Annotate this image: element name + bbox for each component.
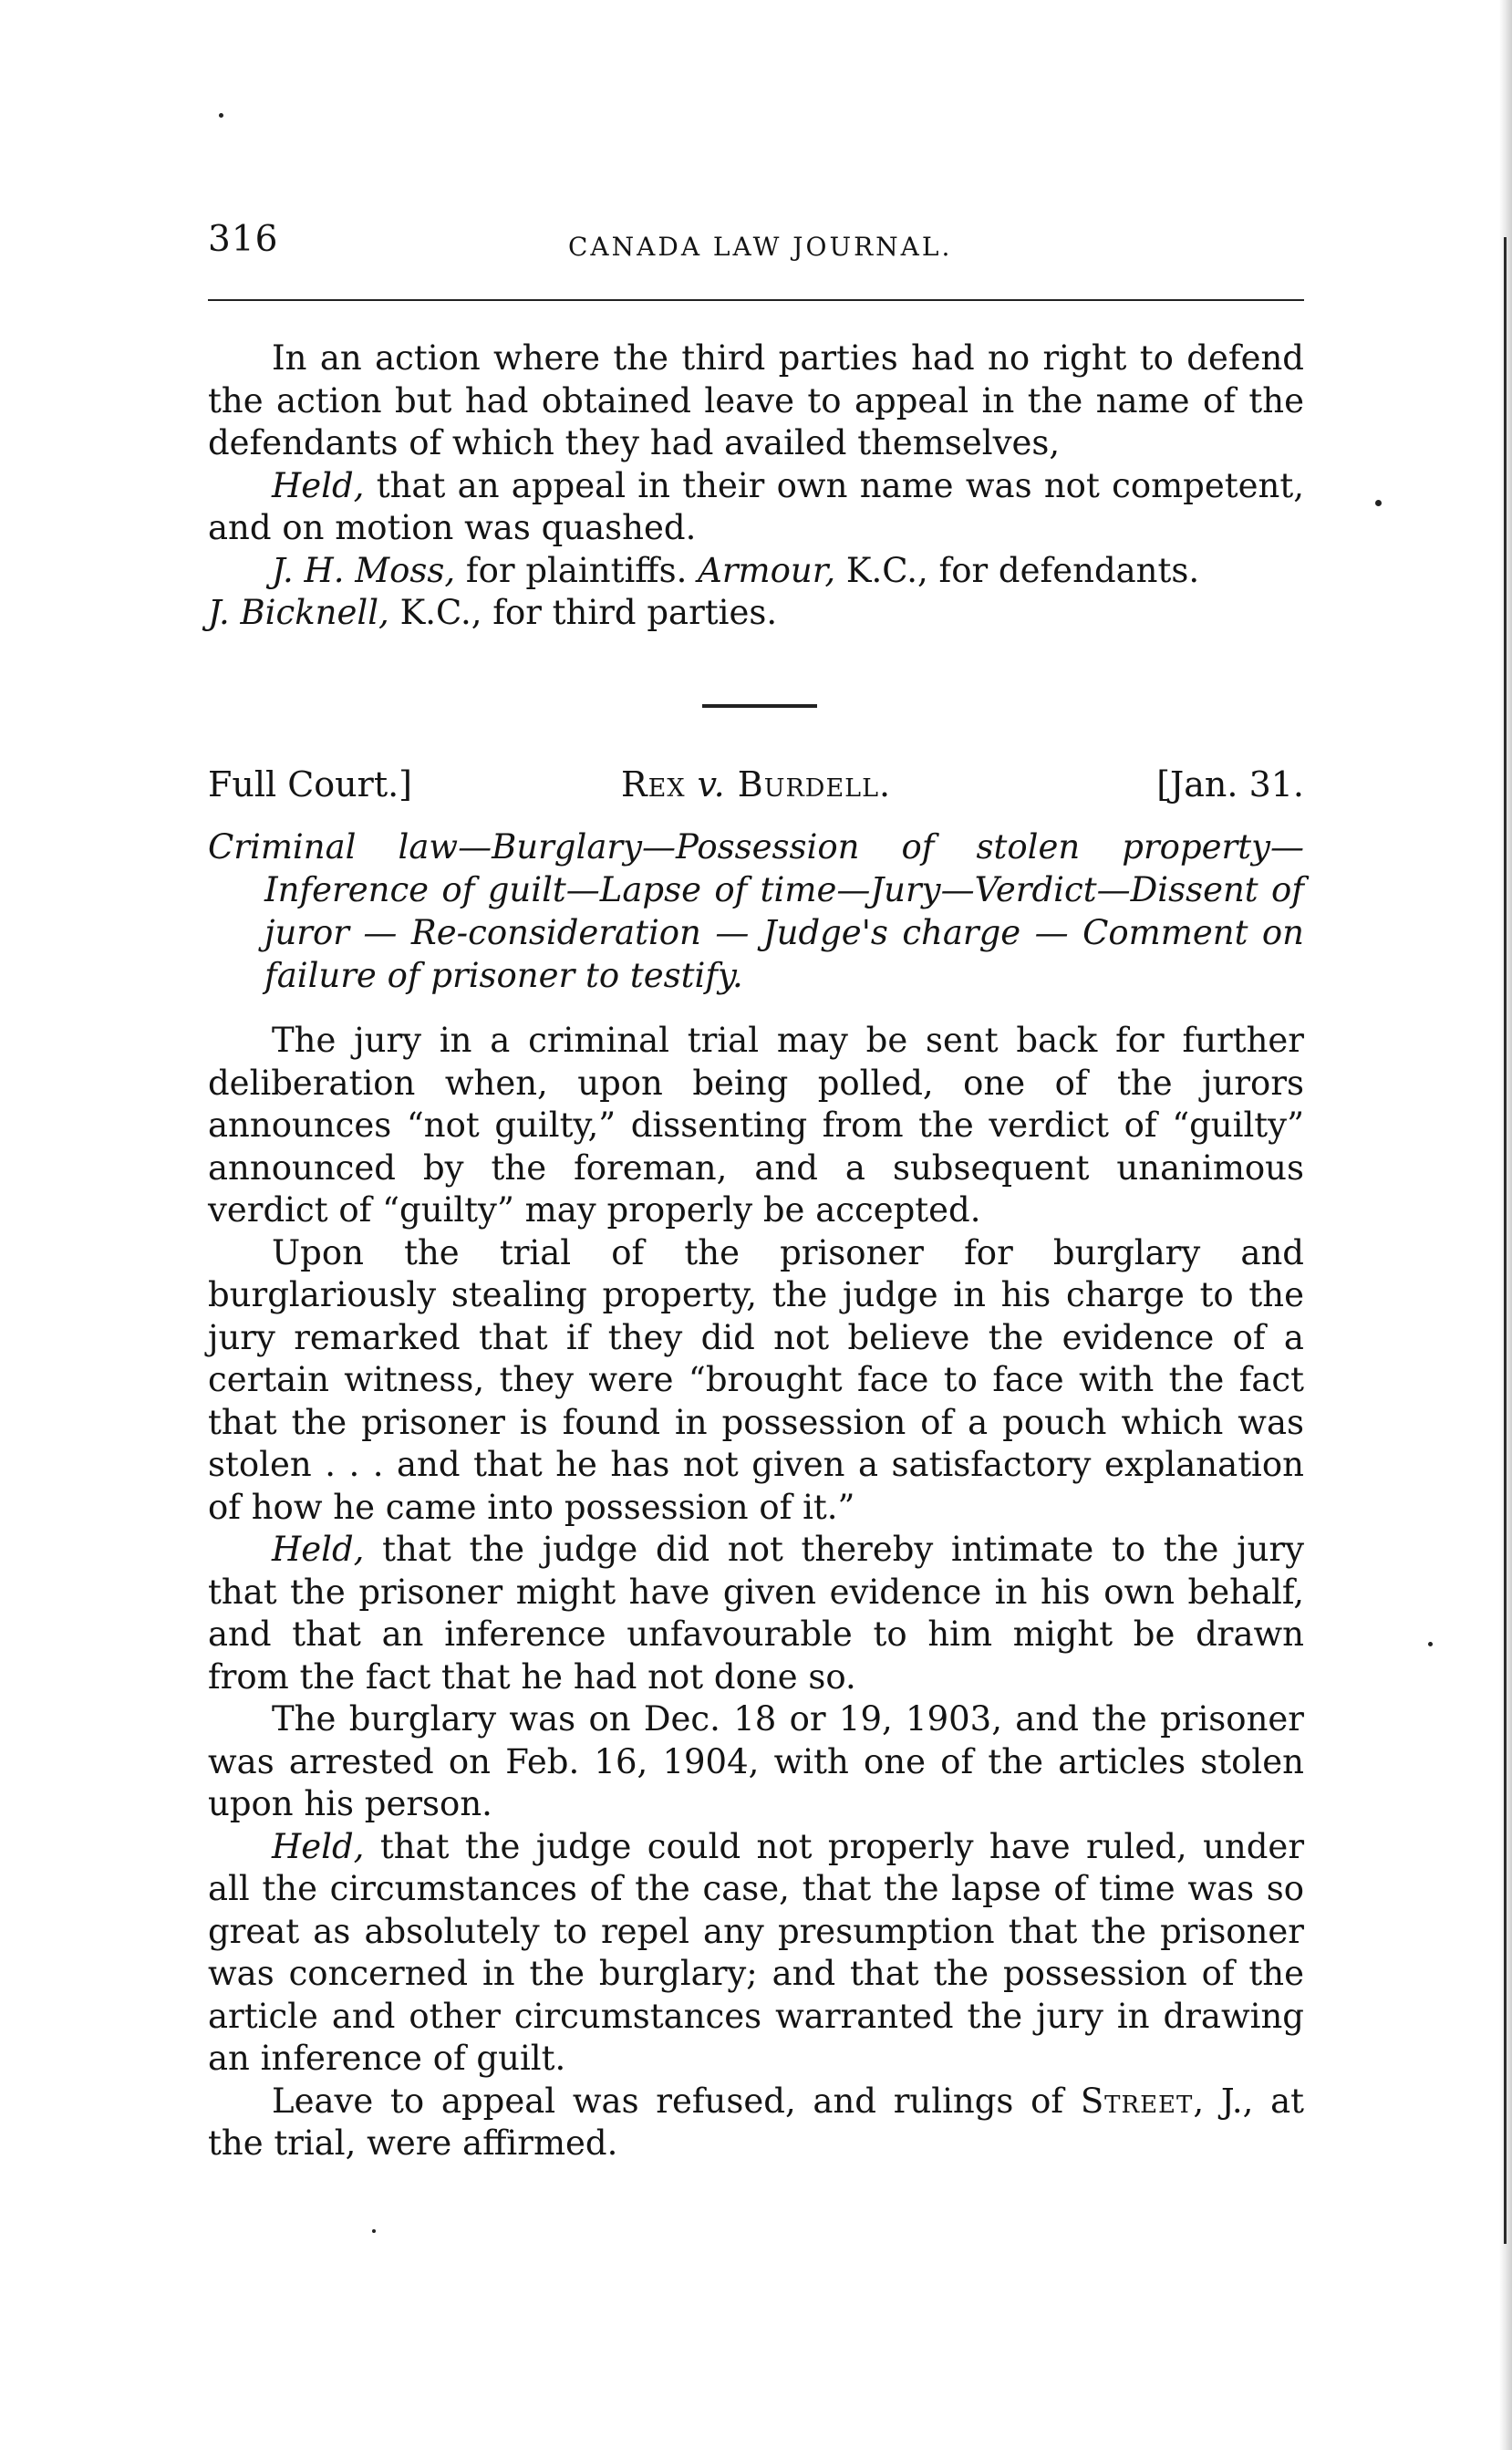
held-label: Held, [272,465,365,505]
running-title: CANADA LAW JOURNAL. [568,232,953,262]
holding-text: that the judge did not thereby intimate to the jury that the prisoner might have given evidence in his own behalf, and that an inference unfavourable to him might be drawn from the fact that he had not done so. [208,1530,1304,1697]
counsel-plaintiffs-role: for plaintiffs. [455,550,699,590]
scan-speck [1428,1642,1433,1646]
court-name: Full Court.] [208,764,412,805]
counsel-third-parties-line [208,592,1304,635]
scan-speck [219,113,223,118]
case-paragraph-charge: Upon the trial of the prisoner for burglary and burglariously stealing property, the judge in his charge to the jury remarked that if they did not believe the evidence of a certain witness, they were “brought face to face with the fact that the prisoner is found in possession of a pouch which was stolen . . . and that he has not given a satisfactory explanation of how he came into possession of it.” [208,1232,1304,1527]
case-paragraph-dates: The burglary was on Dec. 18 or 19, 1903, and the prisoner was arrested on Feb. 16, 1904, with one of the articles stolen upon his person. [208,1699,1304,1823]
counsel-defendants-name: Armour, [698,550,836,590]
second-case-body [208,1020,1304,2165]
page-header [208,219,1304,274]
counsel-defendants-role: K.C., for defendants. [835,550,1200,590]
counsel-plaintiffs-name: J. H. Moss, [272,550,456,590]
first-case-body [208,337,1304,635]
judge-name: Street [1080,2081,1194,2121]
counsel-line [208,550,1304,593]
disposition-end: , J., at the trial, were affirmed. [208,2081,1304,2163]
case-holding-1 [208,1529,1304,1698]
case-headnote: Criminal law—Burglary—Possession of stolen property—Inference of guilt—Lapse of time—Jury—Verdict—Dissent of juror — Re-consideration — Judge's charge — Comment on failure of prisoner to testify. [208,827,1304,995]
scan-speck [1375,500,1382,506]
held-label: Held, [272,1530,365,1569]
case-rex: Rex [621,764,686,805]
first-case-paragraph: In an action where the third parties had no right to defend the action but had obtained leave to appeal in the name of the defendants of which they had availed themselves, [208,338,1304,462]
case-party: Burdell. [737,764,892,805]
case-disposition [208,2081,1304,2165]
holding-text: that the judge could not properly have ruled, under all the circumstances of the case, that the lapse of time was so great as absolutely to repel any presumption that the prisoner was concerned in the burglary; and that the possession of the article and other circumstances warranted the jury in drawing an inference of guilt. [208,1826,1304,2078]
case-versus: v. [697,764,726,805]
header-rule [208,299,1304,301]
page-number: 316 [208,219,279,260]
holding-text: that an appeal in their own name was not competent, and on motion was quashed. [208,465,1304,547]
scan-speck [372,2229,376,2233]
case-paragraph-jury: The jury in a criminal trial may be sent back for further deliberation when, upon being polled, one of the jurors announces “not guilty,” dissenting from the verdict of “guilty” announced by the foreman, and a subsequent unanimous verdict of “guilty” may properly be accepted. [208,1021,1304,1230]
held-label: Held, [272,1826,365,1866]
case-header [208,764,1304,819]
counsel-third-parties-name: J. Bicknell, [208,593,389,632]
first-case-holding [208,465,1304,550]
counsel-third-parties-role: K.C., for third parties. [388,593,778,632]
scan-binding-line [1504,237,1507,2244]
disposition-start: Leave to appeal was refused, and rulings of [272,2081,1081,2121]
case-holding-2 [208,1826,1304,2081]
section-divider [702,704,817,708]
case-date: [Jan. 31. [1156,764,1304,805]
case-name [621,764,891,805]
